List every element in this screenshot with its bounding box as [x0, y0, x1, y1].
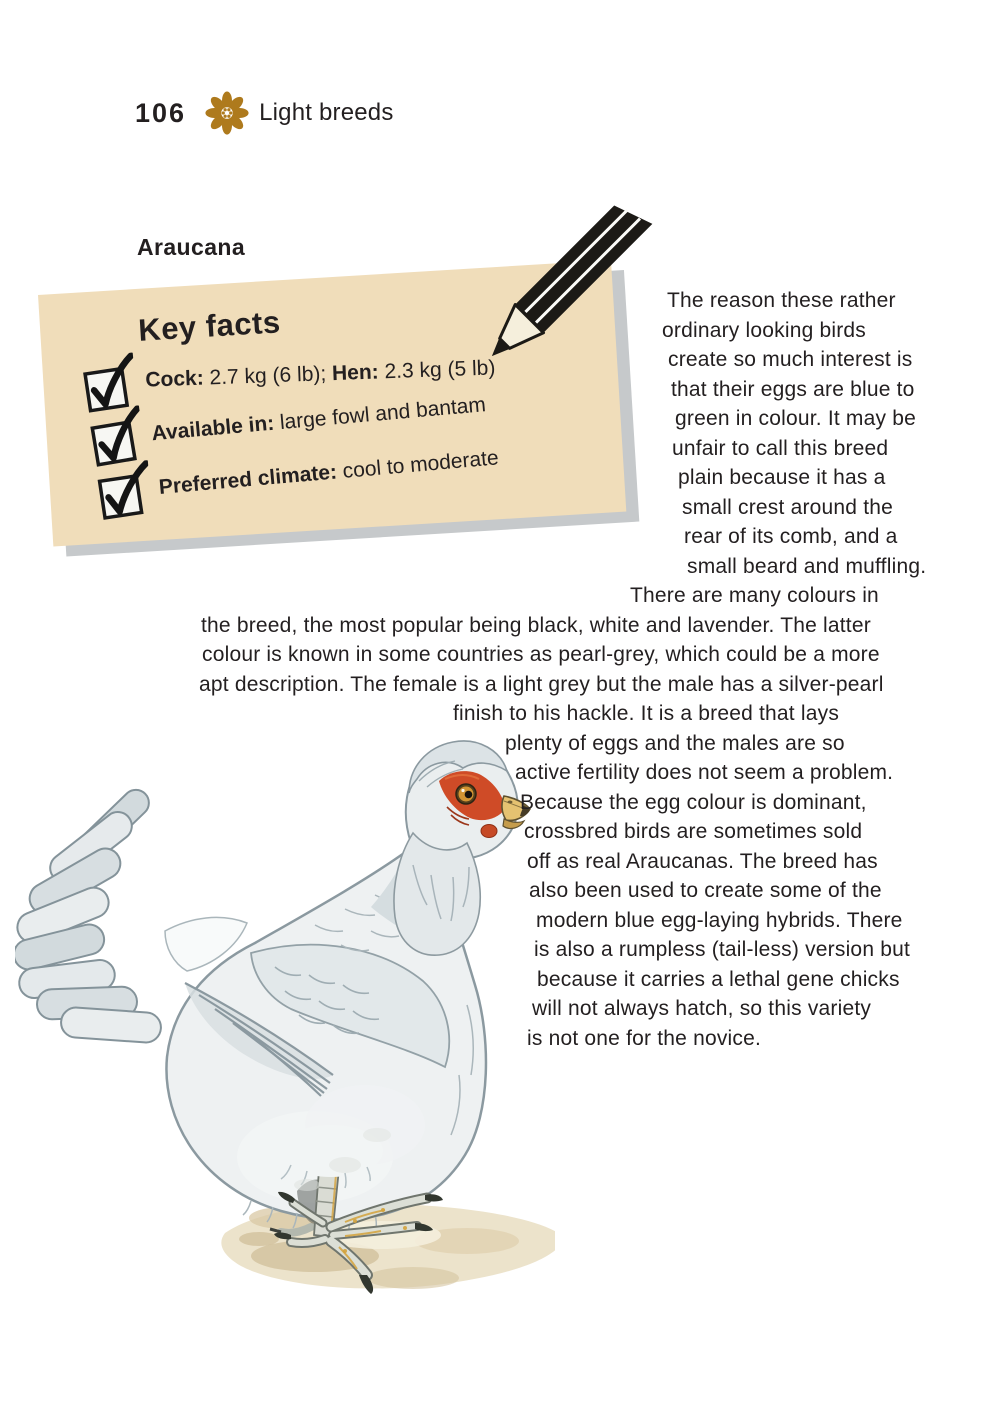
- body-line: active fertility does not seem a problem.: [515, 761, 894, 784]
- ground-wash: [221, 1203, 555, 1289]
- pencil-icon: [440, 172, 680, 372]
- fact-value: large fowl and bantam: [273, 393, 487, 435]
- body-line: is not one for the novice.: [527, 1027, 762, 1050]
- page-header: [135, 90, 394, 136]
- body-line: also been used to create some of the: [529, 879, 882, 902]
- body-line: small beard and muffling.: [687, 555, 927, 578]
- body-line: apt description. The female is a light grey but the male has a silver-pearl: [199, 673, 884, 696]
- body-line: green in colour. It may be: [675, 407, 916, 430]
- body-line: finish to his hackle. It is a breed that lays: [453, 702, 840, 725]
- araucana-hen-illustration: [15, 695, 555, 1295]
- key-fact-row: [151, 393, 487, 446]
- body-line: create so much interest is: [668, 348, 913, 371]
- tail-feathers: [15, 784, 162, 1043]
- key-facts-title: Key facts: [137, 304, 282, 348]
- body-line: plain because it has a: [678, 466, 886, 489]
- page-number: 106: [135, 97, 187, 128]
- body-line: The reason these rather: [667, 289, 896, 312]
- wattle: [481, 825, 497, 838]
- body-line: colour is known in some countries as pearl-grey, which could be a more: [202, 643, 880, 666]
- key-fact-row: [158, 446, 500, 500]
- body-line: is also a rumpless (tail-less) version but: [534, 938, 911, 961]
- body-line: There are many colours in: [630, 584, 879, 607]
- checkbox-checked-icon: [96, 460, 152, 522]
- body-line: because it carries a lethal gene chicks: [537, 968, 900, 991]
- flower-icon: [204, 90, 250, 136]
- fact-value: 2.3 kg (5 lb): [378, 356, 496, 384]
- fact-label: Cock:: [145, 366, 205, 392]
- body-line: Because the egg colour is dominant,: [520, 791, 867, 814]
- fact-label: Hen:: [331, 360, 380, 386]
- body-line: unfair to call this breed: [672, 437, 889, 460]
- section-title: Light breeds: [259, 99, 394, 126]
- body-line: that their eggs are blue to: [671, 378, 915, 401]
- fact-label: Preferred climate:: [157, 460, 338, 499]
- fact-value: 2.7 kg (6 lb);: [203, 362, 333, 390]
- body-line: ordinary looking birds: [662, 319, 867, 342]
- breed-heading: Araucana: [137, 234, 246, 260]
- fact-value: cool to moderate: [335, 446, 500, 484]
- body-line: off as real Araucanas. The breed has: [527, 850, 878, 873]
- body-line: small crest around the: [682, 496, 893, 519]
- body-line: rear of its comb, and a: [684, 525, 898, 548]
- body-line: will not always hatch, so this variety: [532, 997, 872, 1020]
- body-line: crossbred birds are sometimes sold: [524, 820, 863, 843]
- body-line: the breed, the most popular being black, white and lavender. The latter: [201, 614, 871, 637]
- fact-label: Available in:: [150, 411, 276, 446]
- body-line: plenty of eggs and the males are so: [505, 732, 845, 755]
- hen-head: [394, 741, 530, 955]
- body-line: modern blue egg-laying hybrids. There: [536, 909, 903, 932]
